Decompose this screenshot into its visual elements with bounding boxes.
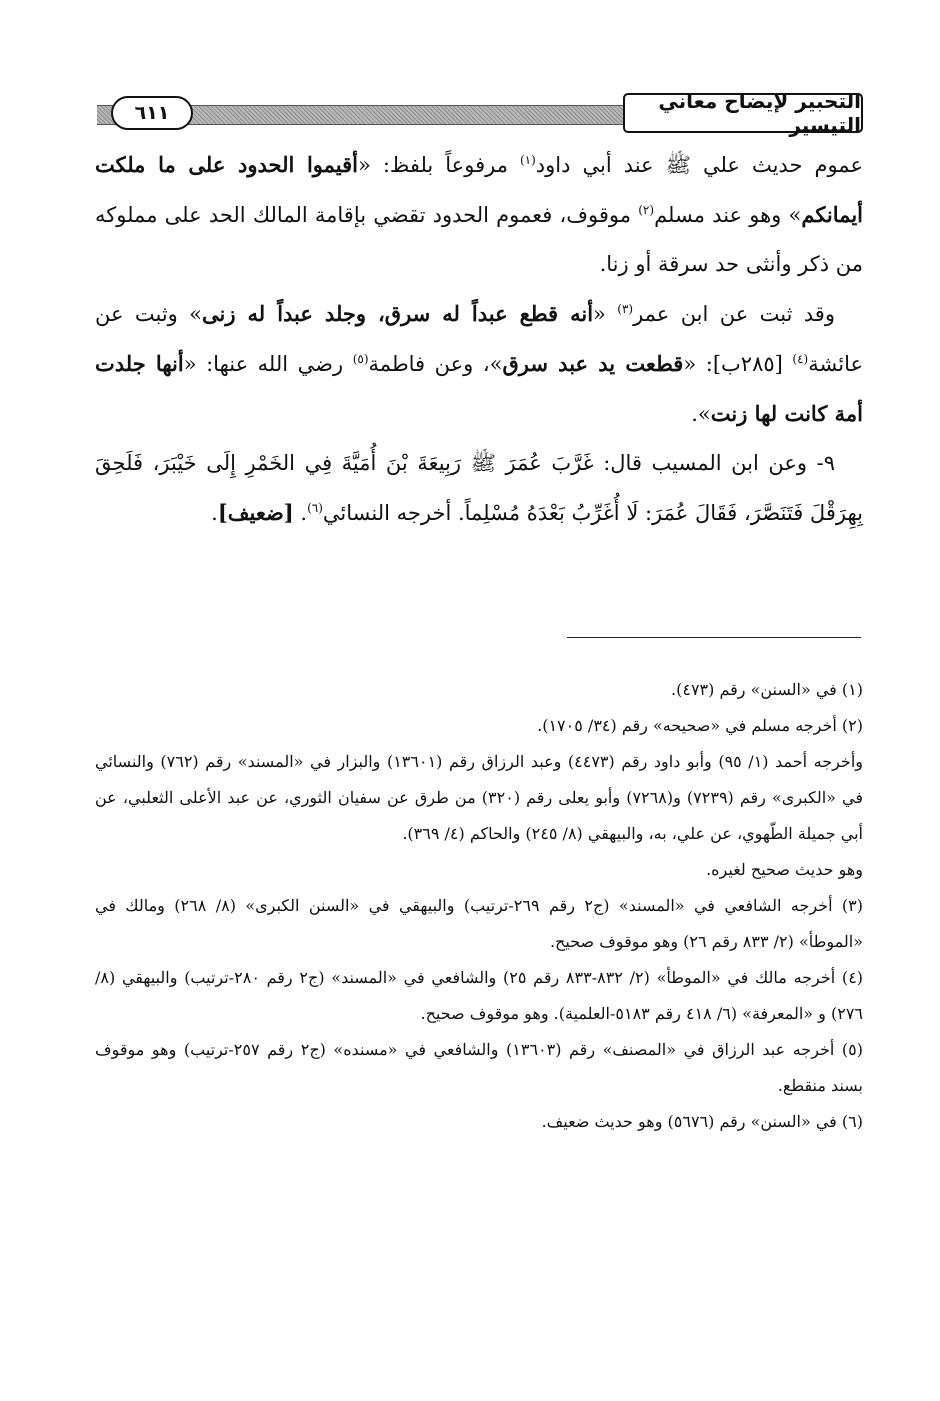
footnotes: [95, 672, 863, 1140]
text-run: .: [293, 501, 308, 525]
paragraph-1: [95, 140, 863, 289]
text-run: «: [593, 302, 618, 326]
text-run: .: [211, 501, 218, 525]
paragraph-3: [95, 439, 863, 538]
text-run: عموم حديث علي: [690, 153, 863, 177]
text-run: موقوف، فعموم الحدود تقضي بإقامة المالك الحد على مملوكه من ذكر وأنثى حد سرقة أو زنا.: [95, 203, 863, 276]
text-run: » وهو عند مسلم: [654, 203, 802, 227]
page-header: [97, 89, 863, 137]
footnote-ref-6[interactable]: (٦): [307, 501, 323, 515]
page-number: ٦١١: [111, 96, 193, 130]
text-run: وقد ثبت عن ابن عمر: [633, 302, 835, 326]
hadith-quote: أقيموا الحدود على ما ملكت أيمانكم: [95, 152, 863, 227]
footnote-2: (٢) أخرجه مسلم في «صحيحه» رقم (٣٤/ ١٧٠٥).: [537, 716, 863, 735]
book-title: التحبير لإيضاح معاني التيسير: [623, 93, 863, 133]
footnote-6: (٦) في «السنن» رقم (٥٦٧٦) وهو حديث ضعيف.: [541, 1112, 863, 1131]
text-run: : «: [183, 352, 214, 376]
footnote-1: (١) في «السنن» رقم (٤٧٣).: [671, 680, 863, 699]
honorific-glyph: ﷺ: [470, 451, 496, 475]
honorific-glyph: رضي الله عنها: [213, 352, 353, 376]
footnote-separator: [567, 637, 861, 638]
hadith-quote: أنه قطع عبداً له سرق، وجلد عبداً له زنى: [202, 301, 594, 326]
footnote-2-grade: وهو حديث صحيح لغيره.: [706, 860, 863, 879]
text-run: ٩- وعن ابن المسيب قال: غَرَّبَ عُمَرَ: [495, 451, 836, 475]
footnote-4: (٤) أخرجه مالك في «الموطأ» (٢/ ٨٣٢-٨٣٣ رقم ٢٥) والشافعي في «المسند» (ج٢ رقم ٢٨٠-ترتيب) والبيهقي (٨/ ٢٧٦) و «المعرفة» (٦/ ٤١٨ رقم ٥١٨٣-العلمية). وهو موقوف صحيح.: [95, 968, 864, 1023]
text-run: »، وعن فاطمة: [368, 352, 503, 376]
main-text: [95, 140, 863, 538]
footnote-5: (٥) أخرجه عبد الرزاق في «المصنف» رقم (١٣٦٠٣) والشافعي في «مسنده» (ج٢ رقم ٢٥٧-ترتيب) وهو موقوف بسند منقطع.: [95, 1040, 864, 1095]
text-run: عند أبي داود: [535, 153, 666, 177]
hadith-quote: أنها جلدت أمة كانت لها زنت: [95, 351, 863, 426]
text-run: رَبِيعَةَ بْنَ أُمَيَّةَ فِي الخَمْرِ إِلَى خَيْبَرَ، فَلَحِقَ بِهِرَقْلَ فَتَنَصَّرَ، فَقَالَ عُمَرَ: لَا أُغَرِّبُ بَعْدَهُ مُسْلِماً. أخرجه النسائي: [95, 451, 863, 525]
paragraph-2: [95, 289, 863, 439]
footnote-ref-2[interactable]: (٢): [638, 203, 655, 217]
text-run: » وثبت عن عائشة: [95, 302, 864, 376]
footnote-ref-1[interactable]: (١): [519, 153, 536, 167]
hadith-quote: قطعت يد عبد سرق: [502, 351, 684, 376]
footnote-ref-4[interactable]: (٤): [792, 352, 809, 366]
honorific-glyph: ﷺ: [665, 153, 691, 177]
text-run: مرفوعاً بلفظ: «: [357, 153, 520, 177]
text-run: ».: [691, 402, 711, 426]
footnote-ref-3[interactable]: (٣): [617, 302, 634, 316]
footnote-2-continued: وأخرجه أحمد (١/ ٩٥) وأبو داود رقم (٤٤٧٣) وعبد الرزاق رقم (١٣٦٠١) والبزار في «المسند» رقم (٧٦٢) والنسائي في «الكبرى» رقم (٧٢٣٩) و(٧٢٦٨) وأبو يعلى رقم (٣٢٠) من طرق عن سفيان الثوري، عن عبد الأعلى الثعلبي، عن أبي جميلة الطّهوي، عن علي، به، والبيهقي (٨/ ٢٤٥) والحاكم (٤/ ٣٦٩).: [95, 752, 864, 843]
grade-label: [ضعيف]: [217, 500, 294, 525]
footnote-ref-5[interactable]: (٥): [352, 352, 369, 366]
footnote-3: (٣) أخرجه الشافعي في «المسند» (ج٢ رقم ٢٦٩-ترتيب) والبيهقي في «السنن الكبرى» (٨/ ٢٦٨) ومالك في «الموطأ» (٢/ ٨٣٣ رقم ٢٦) وهو موقوف صحيح.: [95, 896, 863, 951]
text-run: [٢٨٥ب]: «: [683, 352, 793, 376]
